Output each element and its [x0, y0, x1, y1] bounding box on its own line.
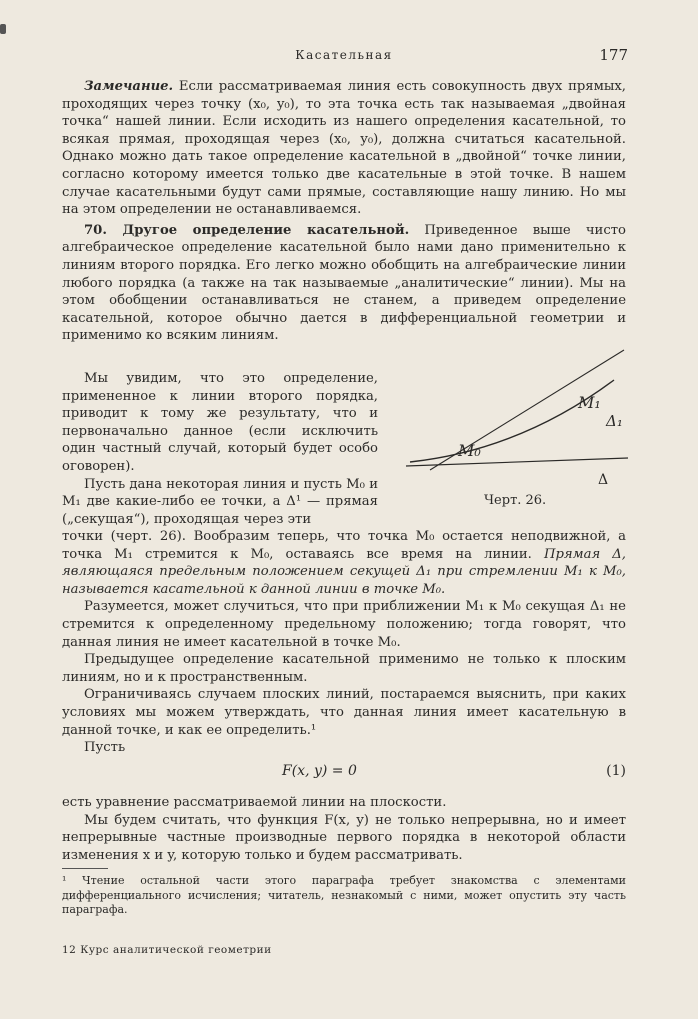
remark-text: Если рассматриваемая линия есть совокупность двух прямых, проходящих через точку (x₀, y₀), то эта точка есть так называемая „двойная точка“ нашей линии. Если исходить из нашего определения касательной, то всякая прямая, проходящая через (x₀, y₀), должна считаться касательной. Однако можно дать такое определение касательной в „двойной“ точке линии, согласно которому имеется только две касательные в этой точке. В нашем случае касательными будут сами прямые, составляющие нашу линию. Но мы на этом определении не останавливаемся. — [62, 79, 626, 218]
p3-plain: точки (черт. 26). Вообразим теперь, что точка M₀ остается неподвижной, а точка M₁ стремится к M₀, оставаясь все время на линии. — [62, 529, 626, 562]
section-paragraph — [62, 222, 626, 345]
wrap-paragraph-2: Пусть дана некоторая линия и пусть M₀ и M₁ две какие-либо ее точки, а Δ¹ — прямая („секущая“), проходящая через эти — [62, 476, 378, 527]
body-paragraph-6: Ограничиваясь случаем плоских линий, постараемся выяснить, при каких условиях мы можем утверждать, что данная линия имеет касательную в данной точке, и как ее определить.¹ — [62, 687, 626, 738]
label-m1: M₁ — [578, 393, 601, 412]
footnote: ¹ Чтение остальной части этого параграфа требует знакомства с элементами дифференциального исчисления; читатель, незнакомый с ними, может опустить эту часть параграфа. — [62, 874, 626, 917]
label-m0: M₀ — [458, 441, 481, 460]
wrap-paragraph-1: Мы увидим, что это определение, примененное к линии второго порядка, приводит к тому же результату, что и первоначально данное (если исключить один частный случай, который будет особо оговорен). — [62, 371, 378, 474]
figure-caption: Черт. 26. — [484, 493, 547, 508]
p3-definition: Прямая Δ, являющаяся предельным положением секущей Δ₁ при стремлении M₁ к M₀, называется касательной к данной линии в точке M₀. — [62, 546, 626, 597]
page-number: 177 — [599, 46, 628, 64]
body-paragraph-9: Мы будем считать, что функция F(x, y) не только непрерывна, но и имеет непрерывные частные производные первого порядка в некоторой области изменения x и y, которую только и будем рассматривать. — [62, 812, 626, 863]
label-delta: Δ — [598, 472, 609, 485]
remark-label: Замечание. — [84, 79, 174, 94]
top-text-block — [62, 78, 626, 345]
section-title: 70. Другое определение касательной. — [84, 222, 410, 238]
main-text-block — [62, 528, 626, 757]
body-paragraph-3 — [62, 528, 626, 598]
equation-number: (1) — [606, 763, 626, 779]
running-header — [60, 48, 628, 68]
body-paragraph-4: Разумеется, может случиться, что при приближении M₁ к M₀ секущая Δ₁ не стремится к определенному предельному положению; тогда говорят, что данная линия не имеет касательной в точке M₀. — [62, 599, 626, 650]
body-paragraph-8: есть уравнение рассматриваемой линии на плоскости. — [62, 795, 447, 810]
footnote-rule — [62, 868, 108, 869]
header-title: Касательная — [295, 48, 393, 62]
equation-formula: F(x, y) = 0 — [282, 763, 357, 779]
figure-26 — [400, 340, 634, 485]
printer-signature: 12 Курс аналитической геометрии — [62, 944, 272, 956]
label-delta1: Δ₁ — [606, 412, 623, 430]
body-paragraph-7: Пусть — [84, 740, 126, 756]
closing-text-block — [62, 794, 626, 864]
body-paragraph-5: Предыдущее определение касательной применимо не только к плоским линиям, но и к пространственным. — [62, 652, 626, 685]
margin-mark — [0, 24, 6, 34]
remark-paragraph — [62, 78, 626, 219]
section-text: Приведенное выше чисто алгебраическое определение касательной было нами дано применительно к линиям второго порядка. Его легко можно обобщить на алгебраические линии любого порядка (а также на так называемые „аналитические“ линии). Мы на этом обобщении останавливаться не станем, а приведем определение касательной, которое обычно дается в дифференциальной геометрии и применимо ко всяким линиям. — [62, 222, 626, 344]
equation-row — [62, 763, 626, 783]
wrapped-text-block — [62, 370, 378, 528]
